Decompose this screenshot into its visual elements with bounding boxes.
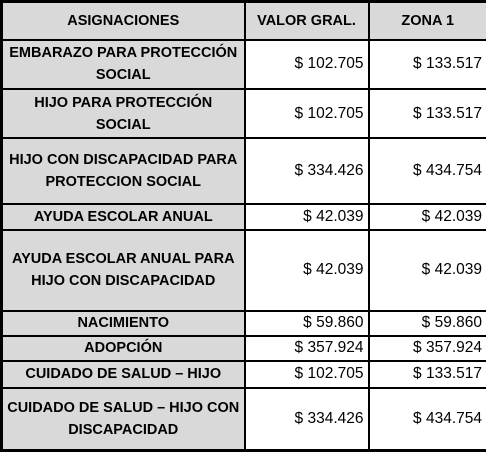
row-valor-gral: $ 102.705 bbox=[245, 40, 369, 89]
row-valor-gral: $ 42.039 bbox=[245, 204, 369, 230]
row-label: AYUDA ESCOLAR ANUAL bbox=[2, 204, 245, 230]
row-zona-1: $ 133.517 bbox=[369, 361, 486, 388]
row-valor-gral: $ 334.426 bbox=[245, 138, 369, 203]
row-label: CUIDADO DE SALUD – HIJO CON DISCAPACIDAD bbox=[2, 388, 245, 450]
row-valor-gral: $ 42.039 bbox=[245, 230, 369, 311]
row-label: EMBARAZO PARA PROTECCIÓN SOCIAL bbox=[2, 40, 245, 89]
header-valor-gral: VALOR GRAL. bbox=[245, 2, 369, 40]
row-label: AYUDA ESCOLAR ANUAL PARA HIJO CON DISCAPACIDAD bbox=[2, 230, 245, 311]
table-row bbox=[2, 336, 486, 361]
row-zona-1: $ 42.039 bbox=[369, 204, 486, 230]
row-zona-1: $ 133.517 bbox=[369, 40, 486, 89]
table-row bbox=[2, 138, 486, 203]
header-row bbox=[2, 2, 486, 40]
table-row bbox=[2, 361, 486, 388]
row-valor-gral: $ 102.705 bbox=[245, 361, 369, 388]
table-row bbox=[2, 89, 486, 138]
row-zona-1: $ 133.517 bbox=[369, 89, 486, 138]
row-label: CUIDADO DE SALUD – HIJO bbox=[2, 361, 245, 388]
table-row bbox=[2, 40, 486, 89]
table-row bbox=[2, 388, 486, 450]
row-valor-gral: $ 357.924 bbox=[245, 336, 369, 361]
row-label: HIJO PARA PROTECCIÓN SOCIAL bbox=[2, 89, 245, 138]
row-zona-1: $ 357.924 bbox=[369, 336, 486, 361]
row-zona-1: $ 42.039 bbox=[369, 230, 486, 311]
row-zona-1: $ 434.754 bbox=[369, 388, 486, 450]
row-zona-1: $ 434.754 bbox=[369, 138, 486, 203]
row-valor-gral: $ 334.426 bbox=[245, 388, 369, 450]
header-asignaciones: ASIGNACIONES bbox=[2, 2, 245, 40]
table-row bbox=[2, 204, 486, 230]
row-valor-gral: $ 59.860 bbox=[245, 311, 369, 336]
row-valor-gral: $ 102.705 bbox=[245, 89, 369, 138]
row-label: ADOPCIÓN bbox=[2, 336, 245, 361]
row-label: NACIMIENTO bbox=[2, 311, 245, 336]
row-label: HIJO CON DISCAPACIDAD PARA PROTECCION SOCIAL bbox=[2, 138, 245, 203]
table-row bbox=[2, 230, 486, 311]
header-zona-1: ZONA 1 bbox=[369, 2, 486, 40]
table-row bbox=[2, 311, 486, 336]
row-zona-1: $ 59.860 bbox=[369, 311, 486, 336]
